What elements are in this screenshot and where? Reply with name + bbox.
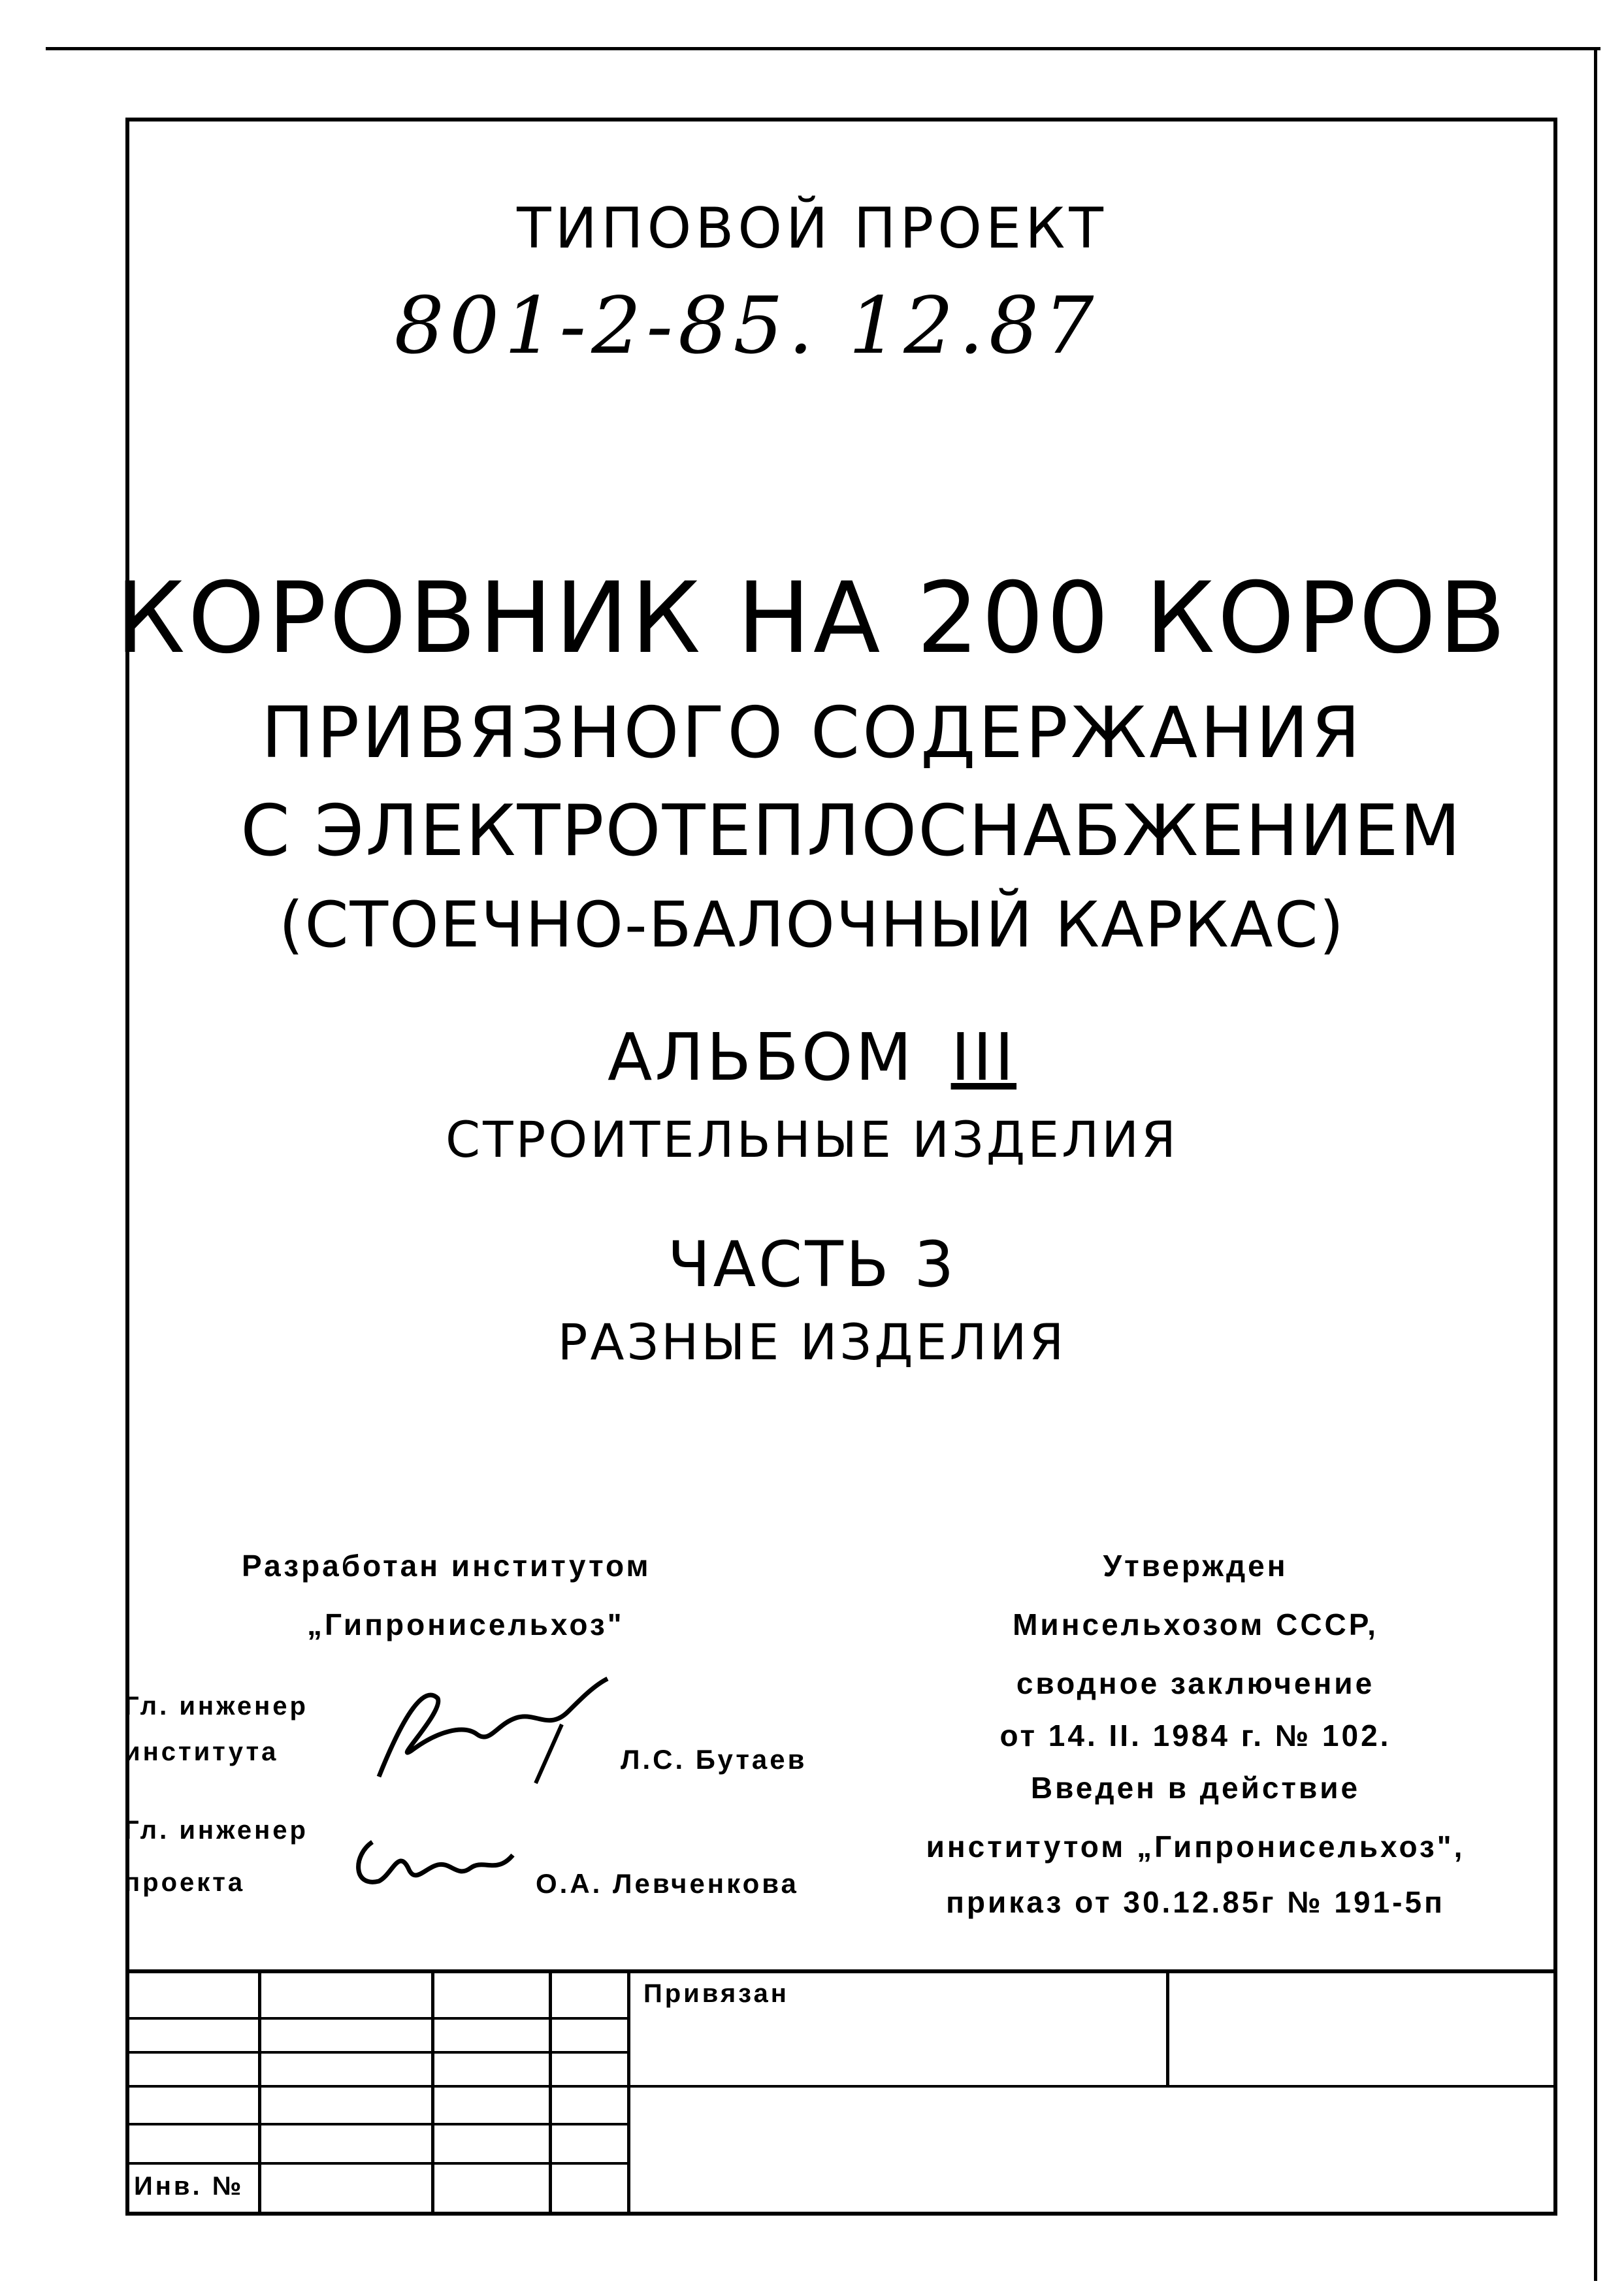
project-engineer-role-2: проекта: [124, 1868, 246, 1897]
title-line-4: (СТОЕЧНО-БАЛОЧНЫЙ КАРКАС): [279, 888, 1345, 961]
inventory-label: Инв. №: [134, 2172, 244, 2201]
signature-levchenkova-icon: [346, 1829, 516, 1901]
bound-label: Привязан: [643, 1979, 789, 2008]
part-subtitle: РАЗНЫЕ ИЗДЕЛИЯ: [557, 1313, 1067, 1371]
page-title: КОРОВНИК НА 200 КОРОВ: [115, 562, 1509, 675]
table-row-line: [125, 2162, 628, 2165]
table-col-line: [1166, 1969, 1169, 2085]
approval-line-5: Введен в действие: [1030, 1771, 1361, 1805]
table-top-border: [125, 1969, 1557, 1973]
album-heading: [0, 1019, 1624, 1095]
table-col-line: [627, 1969, 630, 2216]
developer-line-2: „Гипронисельхоз": [307, 1607, 625, 1641]
chief-engineer-name: Л.С. Бутаев: [621, 1744, 807, 1775]
album-subtitle: СТРОИТЕЛЬНЫЕ ИЗДЕЛИЯ: [446, 1110, 1178, 1169]
table-col-line: [258, 1969, 261, 2216]
table-row-line: [125, 2085, 1557, 2088]
approval-line-3: сводное заключение: [1016, 1666, 1375, 1700]
project-code: 801-2-85. 12.87: [394, 281, 1099, 372]
approval-line-6: институтом „Гипронисельхоз",: [926, 1830, 1465, 1864]
approval-line-4: от 14. II. 1984 г. № 102.: [999, 1719, 1391, 1753]
table-row-line: [125, 2051, 628, 2054]
approval-line-1: Утвержден: [1103, 1549, 1288, 1583]
signature-butaev-icon: [366, 1672, 614, 1790]
table-row-line: [125, 2017, 628, 2020]
album-number: III: [950, 1019, 1017, 1095]
title-line-3: С ЭЛЕКТРОТЕПЛОСНАБЖЕНИЕМ: [240, 790, 1462, 872]
developer-line-1: Разработан институтом: [242, 1549, 651, 1583]
table-col-line: [549, 1969, 552, 2216]
chief-engineer-role-1: Гл. инженер: [124, 1692, 308, 1720]
title-line-2: ПРИВЯЗНОГО СОДЕРЖАНИЯ: [261, 692, 1363, 774]
album-label: АЛЬБОМ: [607, 1019, 915, 1095]
approval-line-7: приказ от 30.12.85г № 191-5п: [946, 1885, 1445, 1919]
table-col-line: [431, 1969, 434, 2216]
top-border-line: [46, 47, 1600, 50]
project-engineer-role-1: Гл. инженер: [124, 1816, 308, 1845]
project-engineer-name: О.А. Левченкова: [536, 1868, 799, 1899]
project-type-label: ТИПОВОЙ ПРОЕКТ: [517, 196, 1107, 261]
approval-line-2: Минсельхозом СССР,: [1013, 1607, 1378, 1641]
part-label: ЧАСТЬ 3: [667, 1228, 957, 1301]
table-row-line: [125, 2123, 628, 2125]
chief-engineer-role-2: института: [124, 1737, 279, 1766]
